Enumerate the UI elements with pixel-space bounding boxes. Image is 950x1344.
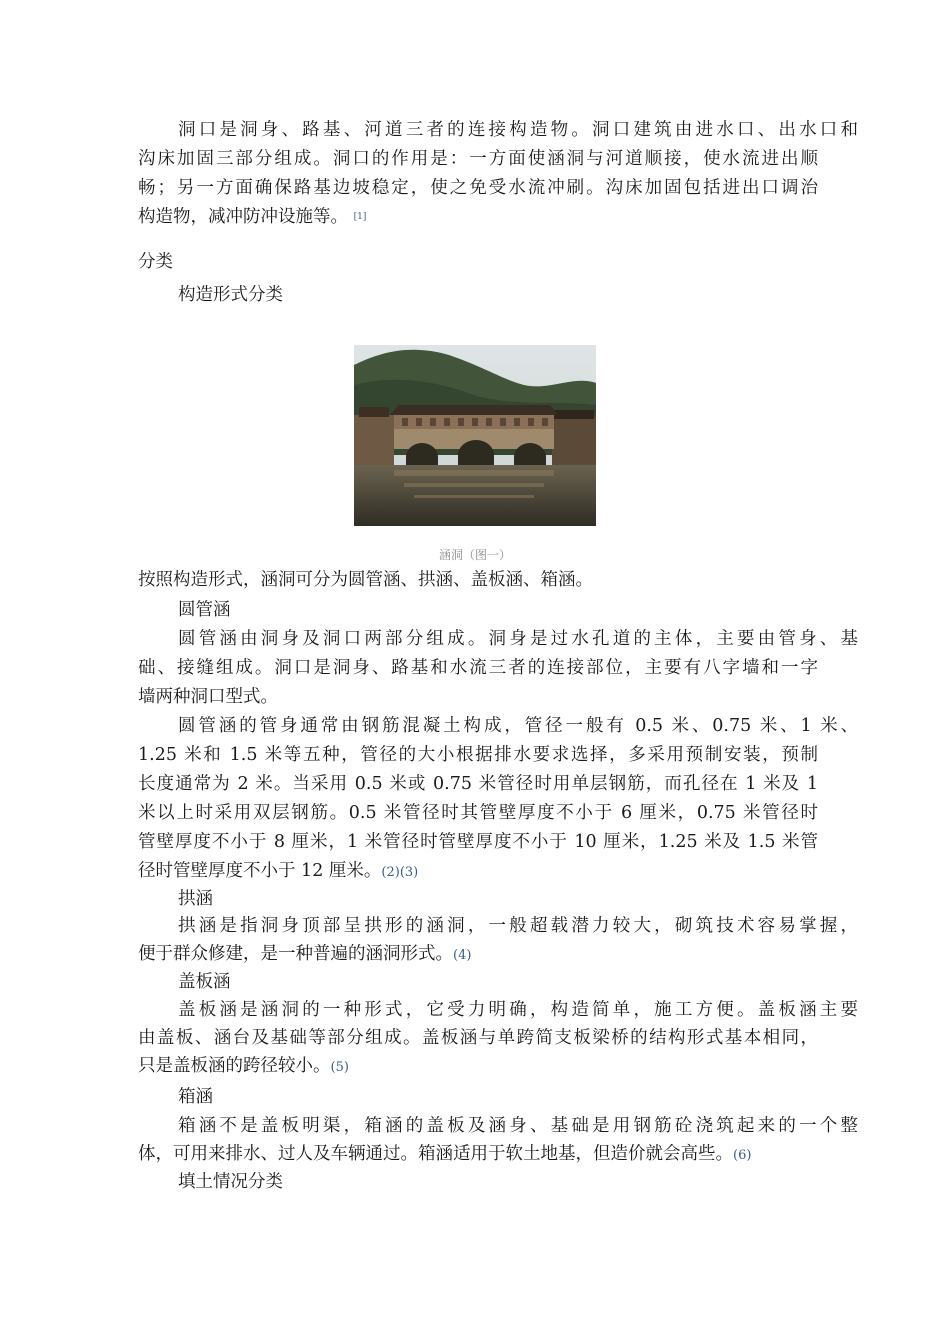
pipe-p2-line1: 圆管涵的管身通常由钢筋混凝土构成，管径一般有 0.5 米、0.75 米、1 米、 <box>178 716 858 736</box>
pipe-p2-line3: 长度通常为 2 米。当采用 0.5 米或 0.75 米管径时用单层钢筋，而孔径在 1 米及 1 <box>138 774 818 794</box>
citation-2-3[interactable]: (2)(3) <box>381 865 419 880</box>
box-line2 <box>138 1143 818 1167</box>
box-line2-text: 体，可用来排水、过人及车辆通过。箱涵适用于软土地基，但造价就会高些。 <box>138 1144 733 1164</box>
para1-line2: 沟床加固三部分组成。洞口的作用是：一方面使涵洞与河道顺接，使水流进出顺 <box>138 149 818 169</box>
heading-classify: 分类 <box>138 252 173 272</box>
pipe-p2-line6-text: 径时管壁厚度不小于 12 厘米。 <box>138 861 382 881</box>
slab-line1: 盖板涵是涵洞的一种形式，它受力明确，构造简单，施工方便。盖板涵主要 <box>178 1000 858 1020</box>
citation-5[interactable]: (5) <box>330 1060 349 1075</box>
citation-1[interactable]: [1] <box>353 212 367 222</box>
bridge-photo <box>354 345 596 526</box>
slab-line3 <box>138 1055 818 1079</box>
slab-title: 盖板涵 <box>178 972 231 992</box>
para1-line4-text: 构造物，减冲防冲设施等。 <box>138 207 348 227</box>
citation-4[interactable]: (4) <box>453 948 472 963</box>
arch-line2-text: 便于群众修建，是一种普遍的涵洞形式。 <box>138 944 453 964</box>
intro-line: 按照构造形式，涵洞可分为圆管涵、拱涵、盖板涵、箱涵。 <box>138 570 593 590</box>
citation-6[interactable]: (6) <box>733 1148 752 1163</box>
figure-caption: 涵洞（图一） <box>438 548 511 562</box>
para1-line4 <box>138 206 818 228</box>
arch-title: 拱涵 <box>178 889 213 909</box>
pipe-p2-line6 <box>138 860 818 884</box>
pipe-p2-line2: 1.25 米和 1.5 米等五种，管径的大小根据排水要求选择，多采用预制安装，预制 <box>138 745 818 765</box>
pipe-title: 圆管涵 <box>178 600 231 620</box>
slab-line3-text: 只是盖板涵的跨径较小。 <box>138 1056 331 1076</box>
arch-line1: 拱涵是指洞身顶部呈拱形的涵洞，一般超载潜力较大，砌筑技术容易掌握， <box>178 916 858 936</box>
para1-line1: 洞口是洞身、路基、河道三者的连接构造物。洞口建筑由进水口、出水口和 <box>178 120 858 140</box>
pipe-p1-line3: 墙两种洞口型式。 <box>138 687 278 707</box>
arch-line2 <box>138 943 818 967</box>
pipe-p1-line1: 圆管涵由洞身及洞口两部分组成。洞身是过水孔道的主体，主要由管身、基 <box>178 629 858 649</box>
sub-heading-fill: 填土情况分类 <box>178 1172 283 1192</box>
pipe-p2-line5: 管壁厚度不小于 8 厘米，1 米管径时管壁厚度不小于 10 厘米，1.25 米及 1.5 米管 <box>138 832 818 852</box>
sub-heading-structure: 构造形式分类 <box>178 285 283 305</box>
box-line1: 箱涵不是盖板明渠，箱涵的盖板及涵身、基础是用钢筋砼浇筑起来的一个整 <box>178 1116 858 1136</box>
slab-line2: 由盖板、涵台及基础等部分组成。盖板涵与单跨简支板梁桥的结构形式基本相同， <box>138 1028 818 1048</box>
pipe-p2-line4: 米以上时采用双层钢筋。0.5 米管径时其管壁厚度不小于 6 厘米，0.75 米管径时 <box>138 803 818 823</box>
para1-line3: 畅；另一方面确保路基边坡稳定，使之免受水流冲刷。沟床加固包括进出口调治 <box>138 178 818 198</box>
box-title: 箱涵 <box>178 1087 213 1107</box>
pipe-p1-line2: 础、接缝组成。洞口是洞身、路基和水流三者的连接部位，主要有八字墙和一字 <box>138 658 818 678</box>
